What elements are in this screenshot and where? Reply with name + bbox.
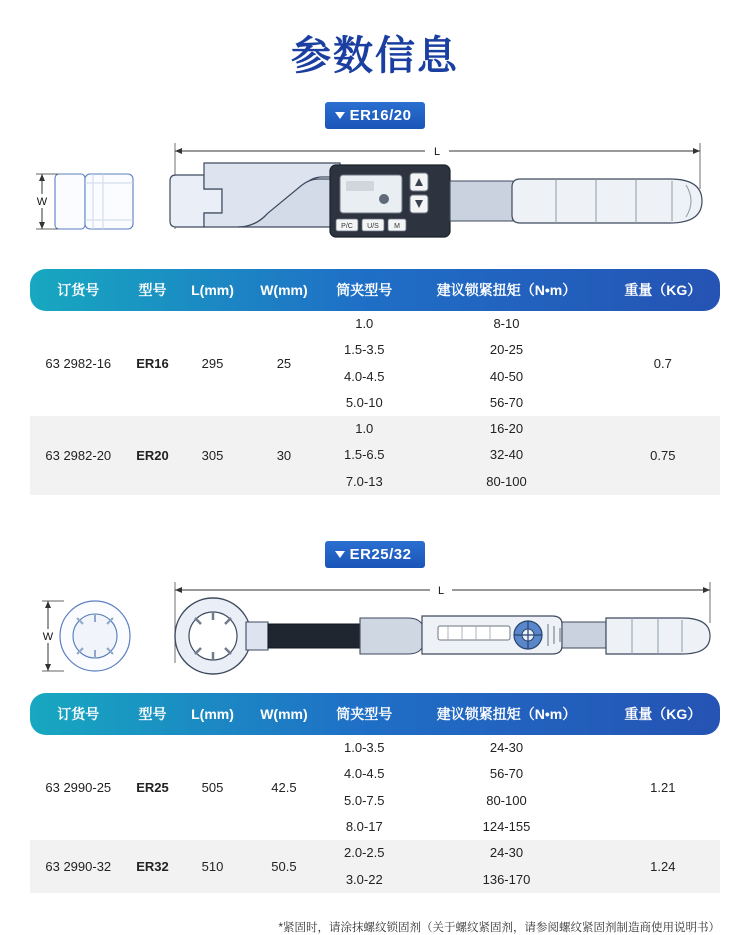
cell-collet-list [321, 311, 407, 416]
cell-order-no: 63 2990-25 [45, 780, 112, 796]
col-length: L(mm) [191, 706, 234, 723]
cell-model: ER25 [136, 780, 169, 796]
section-badge-label: ER16/20 [349, 107, 412, 124]
section-badge-label: ER25/32 [349, 546, 412, 564]
cell-order-no: 63 2990-32 [30, 840, 127, 893]
section-badge-wrap-1 [0, 102, 750, 129]
cell-width: 30 [247, 416, 322, 495]
col-model: 型号 [138, 282, 167, 298]
torque-value: 124-155 [482, 818, 531, 834]
collet-value: 3.0-22 [345, 871, 383, 887]
torque-value: 56-70 [489, 766, 524, 782]
collet-value: 1.0 [355, 316, 374, 331]
cell-length: 510 [178, 840, 246, 893]
footnote: *紧固时，请涂抹螺纹锁固剂（关于螺纹紧固剂，请参阅螺纹紧固剂制造商使用说明书） [278, 921, 720, 934]
torque-value: 16-20 [489, 421, 524, 437]
page-title: 参数信息 [291, 34, 459, 78]
cell-order-no: 63 2982-16 [45, 356, 112, 372]
col-weight: 重量（KG） [624, 282, 702, 298]
collet-value: 7.0-13 [345, 473, 383, 489]
cell-collet-list [321, 416, 407, 495]
cell-model: ER16 [136, 356, 169, 372]
col-collet: 筒夹型号 [336, 706, 393, 723]
cell-length: 295 [201, 356, 224, 372]
col-collet: 筒夹型号 [336, 282, 393, 298]
torque-value: 136-170 [482, 871, 531, 887]
collet-value: 5.0-7.5 [344, 792, 385, 808]
cell-torque-list [407, 735, 605, 840]
cell-order-no: 63 2982-20 [30, 416, 127, 495]
table-row [30, 735, 720, 840]
cell-torque-list [407, 840, 605, 893]
collet-value: 1.5-6.5 [344, 447, 385, 463]
cell-weight: 1.21 [650, 780, 676, 796]
cell-length: 305 [178, 416, 246, 495]
cell-width: 50.5 [247, 840, 322, 893]
spec-table-er1620 [30, 269, 720, 495]
caret-down-icon [335, 112, 345, 119]
section-badge-er2532 [325, 541, 426, 568]
svg-text:L: L [437, 585, 445, 598]
cell-length: 505 [201, 780, 224, 796]
table-header-row [30, 693, 720, 735]
section-badge-er1620 [325, 102, 426, 129]
collet-value: 5.0-10 [345, 394, 383, 410]
table-row [30, 840, 720, 893]
torque-value: 80-100 [486, 792, 527, 808]
collet-value: 1.0 [355, 421, 374, 437]
svg-text:W: W [42, 631, 54, 644]
torque-value: 8-10 [493, 316, 520, 331]
col-order-no: 订货号 [57, 282, 100, 298]
table-row [30, 416, 720, 495]
collet-value: 2.0-2.5 [344, 845, 385, 861]
cell-weight: 1.24 [606, 840, 720, 893]
figure-er1620 [0, 129, 750, 269]
cell-collet-list [321, 840, 407, 893]
cell-width: 25 [276, 356, 292, 372]
cell-weight: 0.75 [606, 416, 720, 495]
torque-value: 56-70 [489, 394, 524, 410]
collet-value: 4.0-4.5 [344, 766, 385, 782]
collet-value: 8.0-17 [345, 818, 383, 834]
torque-value: 80-100 [486, 473, 527, 489]
torque-value: 40-50 [489, 368, 524, 384]
caret-down-icon [335, 551, 345, 558]
cell-torque-list [407, 311, 605, 416]
torque-value: 24-30 [489, 740, 524, 756]
cell-model: ER32 [127, 840, 179, 893]
svg-text:W: W [36, 196, 48, 208]
col-length: L(mm) [191, 282, 234, 298]
cell-model: ER20 [127, 416, 179, 495]
col-weight: 重量（KG） [624, 706, 702, 723]
col-torque: 建议锁紧扭矩（N•m） [436, 282, 577, 298]
figure-er2532 [0, 568, 750, 693]
col-order-no: 订货号 [57, 706, 100, 723]
collet-value: 4.0-4.5 [344, 368, 385, 384]
svg-text:P/C: P/C [341, 223, 353, 230]
svg-text:U/S: U/S [367, 223, 379, 230]
cell-width: 42.5 [271, 780, 297, 796]
torque-value: 20-25 [489, 342, 524, 358]
col-width: W(mm) [260, 706, 308, 723]
col-torque: 建议锁紧扭矩（N•m） [436, 706, 577, 723]
spec-table-er2532 [30, 693, 720, 893]
table-row [30, 311, 720, 416]
col-width: W(mm) [260, 282, 308, 298]
torque-value: 32-40 [489, 447, 524, 463]
col-model: 型号 [138, 706, 167, 723]
section-badge-wrap-2 [0, 541, 750, 568]
svg-text:L: L [433, 146, 441, 158]
table-header-row [30, 269, 720, 311]
collet-value: 1.5-3.5 [344, 342, 385, 358]
cell-weight: 0.7 [653, 356, 672, 372]
collet-value: 1.0-3.5 [344, 740, 385, 756]
cell-collet-list [321, 735, 407, 840]
svg-text:M: M [394, 223, 400, 230]
torque-value: 24-30 [489, 845, 524, 861]
cell-torque-list [407, 416, 605, 495]
